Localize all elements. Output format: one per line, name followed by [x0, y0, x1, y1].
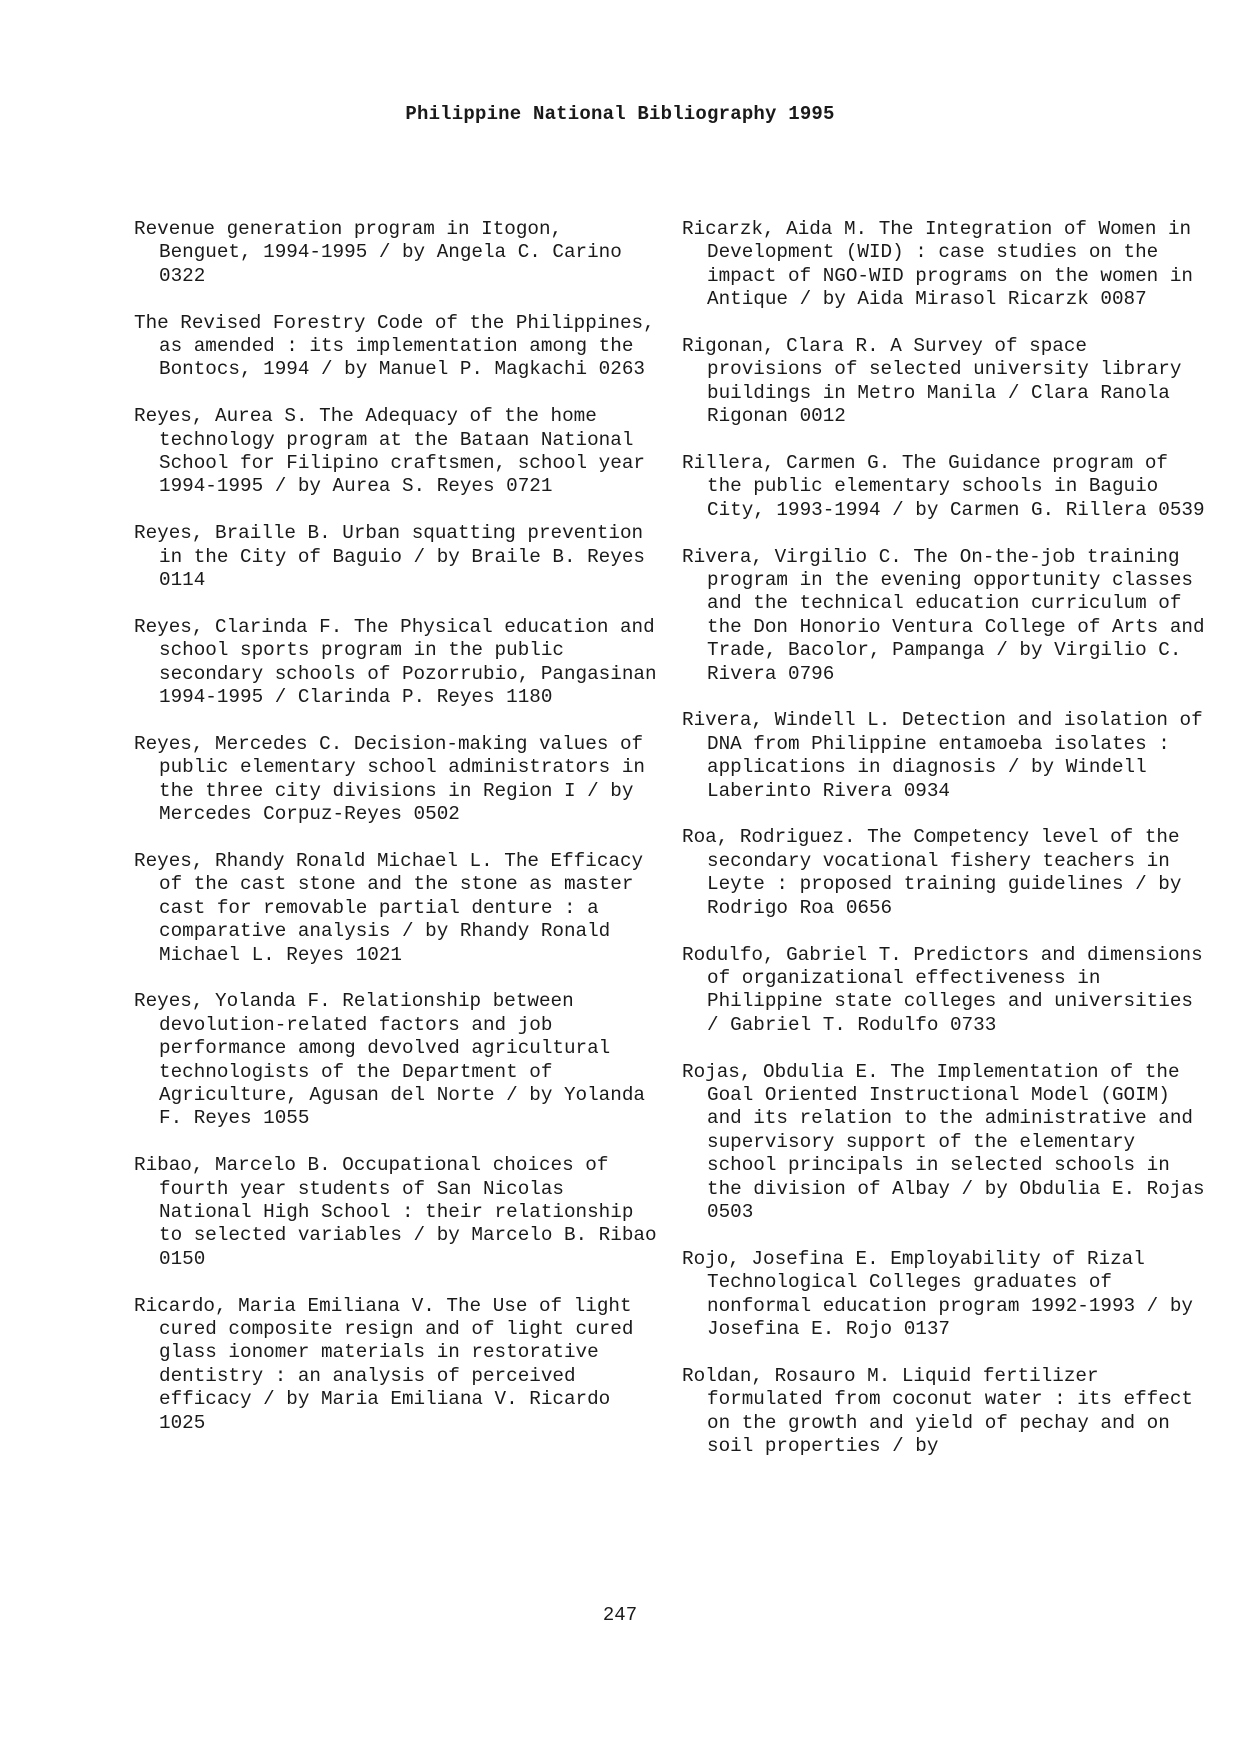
page-title: Philippine National Bibliography 1995: [405, 103, 835, 125]
bibliography-entry: Rillera, Carmen G. The Guidance program of the public elementary schools in Baguio City, 1993-1994 / by Carmen G. Rillera 0539: [682, 452, 1205, 521]
bibliography-entry: Rivera, Virgilio C. The On-the-job training program in the evening opportunity classes and the technical education curriculum of the Don Honorio Ventura College of Arts and Trade, Bacolor, Pampanga / by Virgilio C. Rivera 0796: [682, 545, 1205, 685]
bibliography-entry: Reyes, Rhandy Ronald Michael L. The Efficacy of the cast stone and the stone as master cast for removable partial denture : a comparative analysis / by Rhandy Ronald Michael L. Reyes 1021: [134, 849, 644, 966]
bibliography-entry: Rojas, Obdulia E. The Implementation of the Goal Oriented Instructional Model (GOIM) and its relation to the administrative and supervisory support of the elementary school principals in selected schools in the division of Albay / by Obdulia E. Rojas 0503: [682, 1060, 1205, 1223]
right-column: [682, 218, 1212, 1482]
bibliography-entry: Rivera, Windell L. Detection and isolation of DNA from Philippine entamoeba isolates : applications in diagnosis / by Windell Laberinto Rivera 0934: [682, 709, 1203, 802]
bibliography-entry: The Revised Forestry Code of the Philippines, as amended : its implementation among the Bontocs, 1994 / by Manuel P. Magkachi 0263: [134, 311, 655, 381]
bibliography-entry: Rigonan, Clara R. A Survey of space provisions of selected university library buildings in Metro Manila / Clara Ranola Rigonan 0012: [682, 335, 1182, 428]
bibliography-entry: Reyes, Aurea S. The Adequacy of the home technology program at the Bataan National School for Filipino craftsmen, school year 1994-1995 / by Aurea S. Reyes 0721: [134, 405, 645, 498]
bibliography-entry: Roa, Rodriguez. The Competency level of the secondary vocational fishery teachers in Leyte : proposed training guidelines / by Rodrigo Roa 0656: [682, 826, 1182, 919]
bibliography-entry: Ricardo, Maria Emiliana V. The Use of light cured composite resign and of light cured glass ionomer materials in restorative dentistry : an analysis of perceived efficacy / by Maria Emiliana V. Ricardo 1025: [134, 1294, 634, 1434]
bibliography-entry: Ribao, Marcelo B. Occupational choices of fourth year students of San Nicolas National High School : their relationship to selected variables / by Marcelo B. Ribao 0150: [134, 1154, 657, 1270]
bibliography-entry: Ricarzk, Aida M. The Integration of Women in Development (WID) : case studies on the impact of NGO-WID programs on the women in Antique / by Aida Mirasol Ricarzk 0087: [682, 218, 1193, 311]
bibliography-entry: Reyes, Yolanda F. Relationship between devolution-related factors and job performance among devolved agricultural technologists of the Department of Agriculture, Agusan del Norte / by Yolanda F. Reyes 1055: [134, 990, 645, 1130]
left-column: [134, 218, 664, 1458]
bibliography-entry: Rojo, Josefina E. Employability of Rizal Technological Colleges graduates of nonformal education program 1992-1993 / by Josefina E. Rojo 0137: [682, 1247, 1193, 1340]
bibliography-entry: Reyes, Braille B. Urban squatting prevention in the City of Baguio / by Braile B. Reyes 0114: [134, 522, 645, 592]
bibliography-entry: Revenue generation program in Itogon, Benguet, 1994-1995 / by Angela C. Carino 0322: [134, 218, 622, 287]
page-number: 247: [602, 1604, 638, 1626]
bibliography-entry: Roldan, Rosauro M. Liquid fertilizer formulated from coconut water : its effect on the growth and yield of pechay and on soil properties / by: [682, 1364, 1193, 1457]
bibliography-entry: Rodulfo, Gabriel T. Predictors and dimensions of organizational effectiveness in Philippine state colleges and universities / Gabriel T. Rodulfo 0733: [682, 943, 1203, 1036]
bibliography-entry: Reyes, Mercedes C. Decision-making values of public elementary school administrators in the three city divisions in Region I / by Mercedes Corpuz-Reyes 0502: [134, 732, 645, 826]
bibliography-entry: Reyes, Clarinda F. The Physical education and school sports program in the public secondary schools of Pozorrubio, Pangasinan 1994-1995 / Clarinda P. Reyes 1180: [134, 615, 657, 709]
